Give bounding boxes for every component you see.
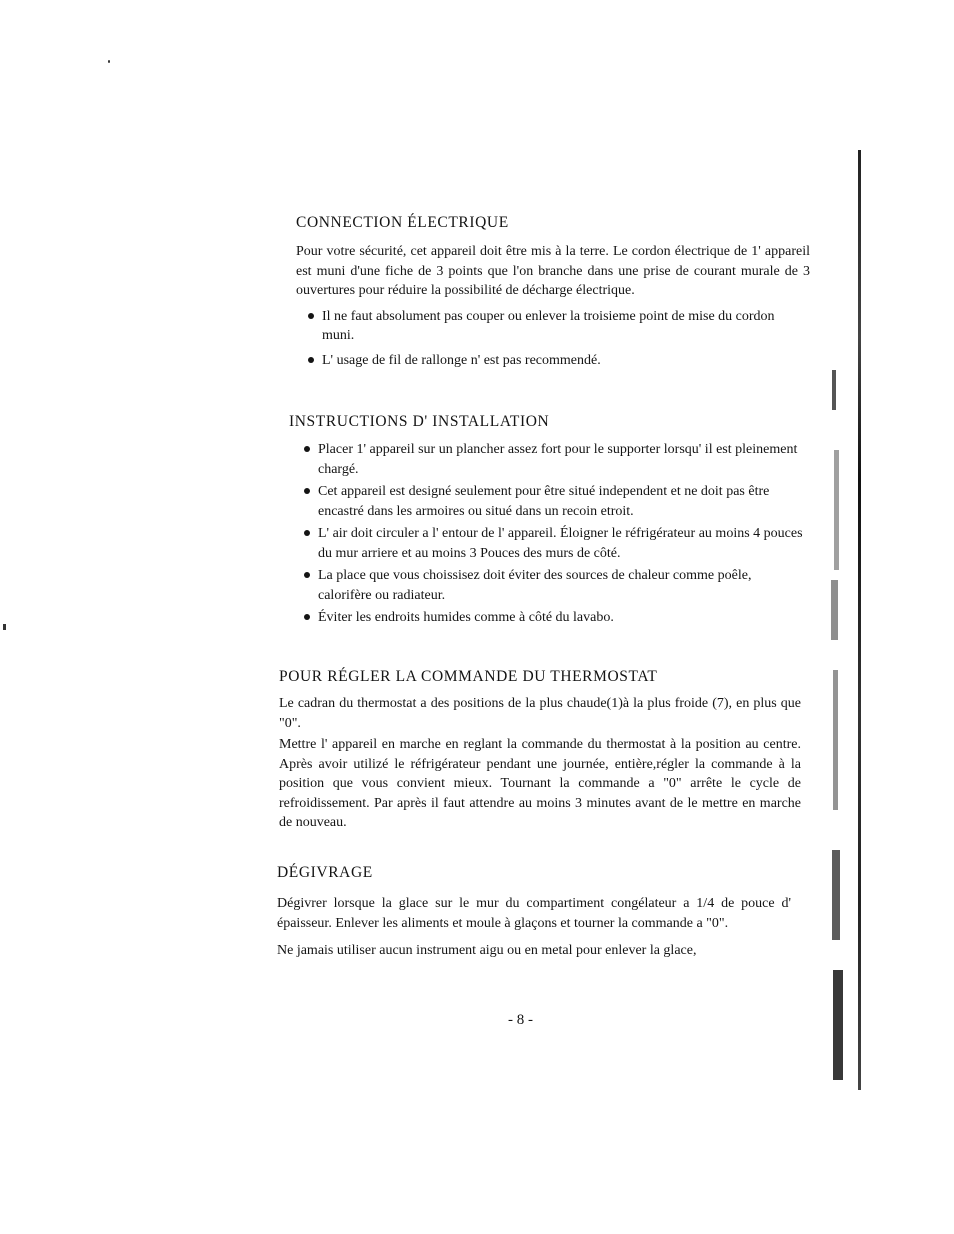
section-heading: CONNECTION ÉLECTRIQUE: [296, 214, 509, 231]
paragraph: Le cadran du thermostat a des positions de la plus chaude(1)à la plus froide (7), en plus que "0".: [279, 696, 801, 731]
list-item: Éviter les endroits humides comme à côté du lavabo.: [304, 608, 803, 628]
section-thermostat: [279, 668, 801, 833]
paragraph: Ne jamais utiliser aucun instrument aigu ou en metal pour enlever la glace,: [277, 943, 697, 958]
list-item: Placer 1' appareil sur un plancher assez fort pour le supporter lorsqu' il est pleinement chargé.: [304, 440, 803, 479]
page-number: - 8 -: [508, 1012, 533, 1028]
list-item: L' air doit circuler a l' entour de l' appareil. Éloigner le réfrigérateur au moins 4 pouces du mur arriere et au moins 3 Pouces des murs de côté.: [304, 524, 803, 563]
paragraph: Mettre l' appareil en marche en reglant la commande du thermostat à la position au centre. Après avoir utilizé le réfrigérateur pendant une journée, entière,régler la commande à la position que vous convient mieux. Tournant la commande a "0" arrête le cycle de refroidissement. Par après il faut attendre au moins 3 minutes avant de le mettre en marche de nouveau.: [279, 737, 801, 830]
section-defrosting: [277, 864, 791, 961]
scan-edge-shadow: [830, 150, 848, 1090]
scan-speck: [108, 60, 110, 63]
bullet-list: [308, 307, 810, 371]
list-item: La place que vous choissisez doit éviter des sources de chaleur comme poêle, calorifère ou radiateur.: [304, 566, 803, 605]
scan-speck: [3, 624, 6, 630]
list-item: L' usage de fil de rallonge n' est pas recommendé.: [308, 351, 810, 371]
scan-edge-line: [858, 150, 861, 1090]
paragraph: Dégivrer lorsque la glace sur le mur du compartiment congélateur a 1/4 de pouce d' épaisseur. Enlever les aliments et moule à glaçons et tourner la commande a "0".: [277, 896, 791, 931]
list-item: Il ne faut absolument pas couper ou enlever la troisieme point de mise du cordon muni.: [308, 307, 810, 346]
section-heading: POUR RÉGLER LA COMMANDE DU THERMOSTAT: [279, 668, 658, 685]
bullet-list: [304, 440, 803, 628]
section-installation: [289, 413, 803, 628]
section-electrical-connection: [296, 214, 810, 370]
section-heading: DÉGIVRAGE: [277, 864, 373, 881]
section-heading: INSTRUCTIONS D' INSTALLATION: [289, 413, 550, 430]
paragraph: Pour votre sécurité, cet appareil doit être mis à la terre. Le cordon électrique de 1' appareil est muni d'une fiche de 3 points que l'on branche dans une prise de courant murale de 3 ouvertures pour réduire la possibilité de décharge électrique.: [296, 244, 810, 298]
list-item: Cet appareil est designé seulement pour être situé independent et ne doit pas être encastré dans les armoires ou situé dans un recoin etroit.: [304, 482, 803, 521]
